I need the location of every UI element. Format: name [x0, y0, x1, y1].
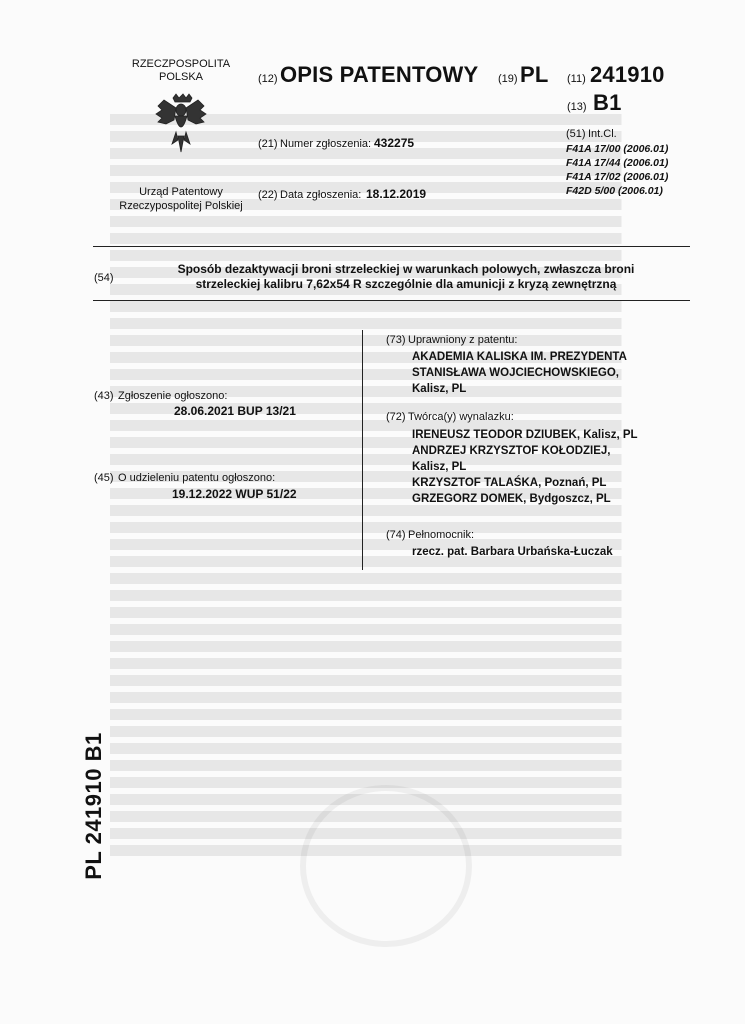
inventor-line: KRZYSZTOF TALAŚKA, Poznań, PL: [412, 477, 607, 489]
code-13: (13): [567, 101, 587, 113]
holder-line: AKADEMIA KALISKA IM. PREZYDENTA: [412, 351, 627, 363]
divider-title-bottom: [93, 300, 690, 301]
attorney-name: rzecz. pat. Barbara Urbańska-Łuczak: [412, 546, 613, 558]
title-line-1: Sposób dezaktywacji broni strzeleckiej w warunkach polowych, zwłaszcza broni: [177, 262, 635, 276]
patent-office: [96, 185, 266, 213]
code-12: (12): [258, 73, 278, 85]
granted-label: O udzieleniu patentu ogłoszono:: [118, 472, 276, 484]
kind-code: B1: [593, 90, 622, 115]
faint-seal-stamp: [300, 785, 472, 947]
code-21: (21): [258, 138, 278, 150]
application-number-label: Numer zgłoszenia:: [280, 138, 372, 150]
code-22: (22): [258, 189, 278, 201]
filing-date: 18.12.2019: [366, 187, 427, 201]
code-43: (43): [94, 390, 114, 402]
code-74: (74): [386, 529, 406, 541]
document-type: OPIS PATENTOWY: [280, 62, 479, 87]
code-73: (73): [386, 334, 406, 346]
ipc-code: F41A 17/44 (2006.01): [566, 157, 669, 169]
country-code: PL: [520, 62, 549, 87]
inventor-line: Kalisz, PL: [412, 461, 467, 473]
inventor-line: ANDRZEJ KRZYSZTOF KOŁODZIEJ,: [412, 445, 611, 457]
code-19: (19): [498, 73, 518, 85]
code-11: (11): [567, 73, 586, 85]
code-45: (45): [94, 472, 114, 484]
ipc-classifications: [566, 142, 668, 198]
ipc-label: Int.Cl.: [588, 128, 617, 140]
patent-number: 241910: [590, 62, 665, 87]
application-number: 432275: [374, 136, 415, 150]
inventors-label: Twórca(y) wynalazku:: [408, 411, 514, 423]
holder-label: Uprawniony z patentu:: [408, 334, 518, 346]
filing-date-label: Data zgłoszenia:: [280, 189, 362, 201]
code-72: (72): [386, 411, 406, 423]
patent-holder: [412, 349, 627, 397]
title-line-2: strzeleckiej kalibru 7,62x54 R szczególnie dla amunicji z kryzą zewnętrzną: [195, 277, 617, 291]
country-line-1: RZECZPOSPOLITA: [131, 58, 231, 70]
inventor-line: IRENEUSZ TEODOR DZIUBEK, Kalisz, PL: [412, 429, 638, 441]
published-label: Zgłoszenie ogłoszono:: [118, 390, 228, 402]
ipc-code: F42D 5/00 (2006.01): [566, 185, 663, 197]
published-date: 28.06.2021 BUP 13/21: [174, 404, 296, 418]
holder-line: Kalisz, PL: [412, 383, 467, 395]
inventors-list: [412, 427, 638, 507]
attorney-label: Pełnomocnik:: [408, 529, 475, 541]
divider-top: [93, 246, 690, 247]
code-51: (51): [566, 128, 586, 140]
invention-title: [156, 262, 656, 292]
office-line-2: Rzeczypospolitej Polskiej: [119, 200, 243, 212]
code-54: (54): [94, 272, 114, 284]
office-line-1: Urząd Patentowy: [139, 186, 223, 198]
column-divider: [362, 330, 363, 570]
granted-date: 19.12.2022 WUP 51/22: [172, 487, 297, 501]
holder-line: STANISŁAWA WOJCIECHOWSKIEGO,: [412, 367, 620, 379]
polish-eagle-emblem: [154, 92, 208, 158]
country-line-2: POLSKA: [158, 71, 204, 83]
ipc-code: F41A 17/02 (2006.01): [566, 171, 669, 183]
country-name: [106, 58, 256, 84]
side-patent-label: PL 241910 B1: [81, 732, 106, 880]
ipc-code: F41A 17/00 (2006.01): [566, 143, 669, 155]
inventor-line: GRZEGORZ DOMEK, Bydgoszcz, PL: [412, 493, 611, 505]
